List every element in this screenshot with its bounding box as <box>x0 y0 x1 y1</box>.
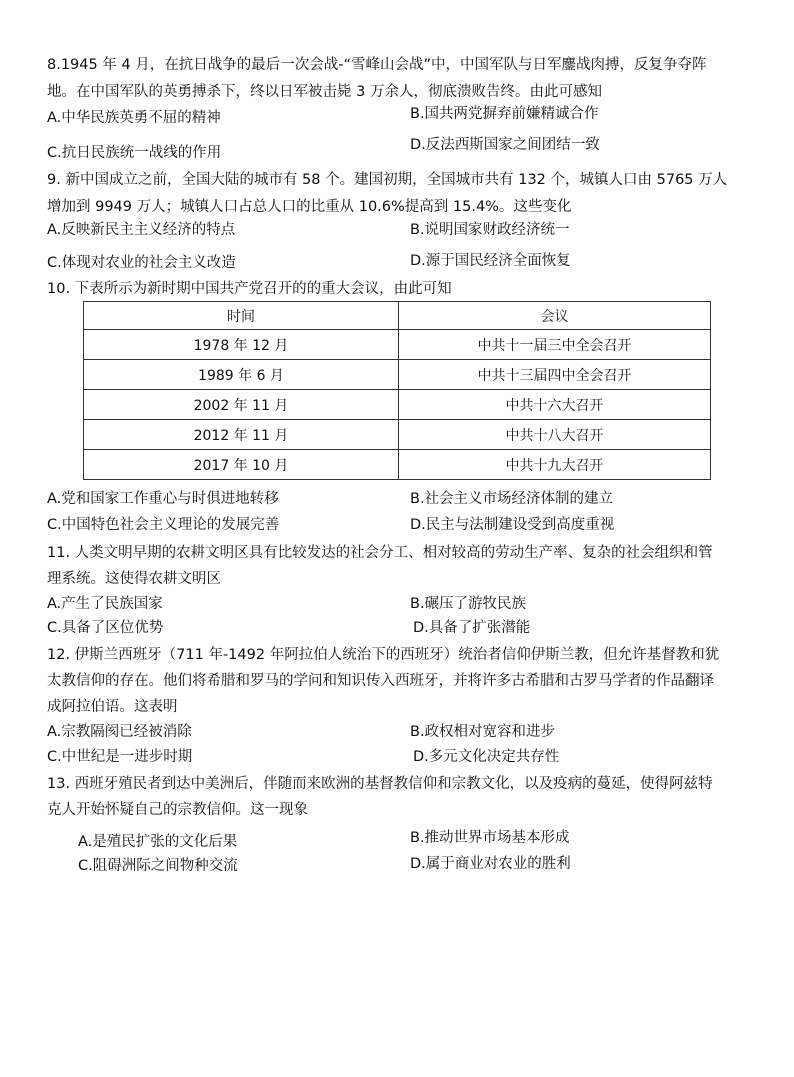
q9-stem-line2: 增加到 9949 万人；城镇人口占总人口的比重从 10.6%提高到 15.4%。这些变化 <box>47 199 572 215</box>
q8-stem-line1: 8.1945 年 4 月，在抗日战争的最后一次会战-“雪峰山会战”中，中国军队与日军鏖战肉搏，反复争夺阵 <box>47 57 707 73</box>
q8-option-d: D.反法西斯国家之间团结一致 <box>410 137 600 153</box>
q10-option-c: C.中国特色社会主义理论的发展完善 <box>47 517 280 533</box>
q10-option-b: B.社会主义市场经济体制的建立 <box>410 491 614 507</box>
table-row <box>84 420 711 450</box>
q13-option-d: D.属于商业对农业的胜利 <box>410 856 571 872</box>
q12-stem-line3: 成阿拉伯语。这表明 <box>47 699 178 715</box>
table-cell-meeting: 中共十六大召开 <box>399 390 711 420</box>
q8-option-c: C.抗日民族统一战线的作用 <box>47 145 222 161</box>
q10-option-a: A.党和国家工作重心与时俱进地转移 <box>47 491 279 507</box>
q13-stem-line2: 克人开始怀疑自己的宗教信仰。这一现象 <box>47 802 308 818</box>
q12-option-b: B.政权相对宽容和进步 <box>410 724 556 740</box>
q12-option-a: A.宗教隔阂已经被消除 <box>47 724 192 740</box>
q12-stem-line2: 太教信仰的存在。他们将希腊和罗马的学问和知识传入西班牙，并将许多古希腊和古罗马学者的作品翻译 <box>47 673 714 689</box>
table-row <box>84 360 711 390</box>
meetings-table <box>83 301 711 480</box>
q9-option-c: C.体现对农业的社会主义改造 <box>47 255 236 271</box>
table-cell-time: 2012 年 11 月 <box>84 420 399 450</box>
table-row <box>84 330 711 360</box>
table-cell-time: 1978 年 12 月 <box>84 330 399 360</box>
q11-stem-line1: 11. 人类文明早期的农耕文明区具有比较发达的社会分工、相对较高的劳动生产率、复杂的社会组织和管 <box>47 545 713 561</box>
table-cell-time: 1989 年 6 月 <box>84 360 399 390</box>
table-cell-meeting: 中共十一届三中全会召开 <box>399 330 711 360</box>
table-header-meeting: 会议 <box>399 302 711 330</box>
q11-option-a: A.产生了民族国家 <box>47 596 163 612</box>
q12-option-d: D.多元文化决定共存性 <box>413 749 560 765</box>
q12-option-c: C.中世纪是一进步时期 <box>47 749 193 765</box>
table-cell-meeting: 中共十九大召开 <box>399 450 711 480</box>
q11-option-b: B.碾压了游牧民族 <box>410 596 527 612</box>
q9-option-d: D.源于国民经济全面恢复 <box>410 253 571 269</box>
table-cell-time: 2017 年 10 月 <box>84 450 399 480</box>
q10-option-d: D.民主与法制建设受到高度重视 <box>410 517 615 533</box>
table-row <box>84 390 711 420</box>
table-row <box>84 450 711 480</box>
q11-option-d: D.具备了扩张潜能 <box>413 620 531 636</box>
q11-option-c: C.具备了区位优势 <box>47 620 164 636</box>
q12-stem-line1: 12. 伊斯兰西班牙（711 年-1492 年阿拉伯人统治下的西班牙）统治者信仰伊斯兰教，但允许基督教和犹 <box>47 647 720 663</box>
q11-stem-line2: 理系统。这使得农耕文明区 <box>47 571 221 587</box>
table-header-row <box>84 302 711 330</box>
q13-option-b: B.推动世界市场基本形成 <box>410 830 570 846</box>
q13-option-c: C.阻碍洲际之间物种交流 <box>78 858 238 874</box>
q9-option-b: B.说明国家财政经济统一 <box>410 222 570 238</box>
q9-option-a: A.反映新民主主义经济的特点 <box>47 222 236 238</box>
q8-option-b: B.国共两党摒弃前嫌精诚合作 <box>410 106 599 122</box>
q8-option-a: A.中华民族英勇不屈的精神 <box>47 110 221 126</box>
q8-stem-line2: 地。在中国军队的英勇搏杀下，终以日军被击毙 3 万余人，彻底溃败告终。由此可感知 <box>47 84 602 100</box>
table-cell-meeting: 中共十三届四中全会召开 <box>399 360 711 390</box>
q13-stem-line1: 13. 西班牙殖民者到达中美洲后，伴随而来欧洲的基督教信仰和宗教文化，以及疫病的蔓延，使得阿兹特 <box>47 776 713 792</box>
q9-stem-line1: 9. 新中国成立之前，全国大陆的城市有 58 个。建国初期，全国城市共有 132 个，城镇人口由 5765 万人 <box>47 172 728 188</box>
table-header-time: 时间 <box>84 302 399 330</box>
q13-option-a: A.是殖民扩张的文化后果 <box>78 834 238 850</box>
table-cell-time: 2002 年 11 月 <box>84 390 399 420</box>
q10-stem: 10. 下表所示为新时期中国共产党召开的的重大会议，由此可知 <box>47 281 452 297</box>
table-cell-meeting: 中共十八大召开 <box>399 420 711 450</box>
